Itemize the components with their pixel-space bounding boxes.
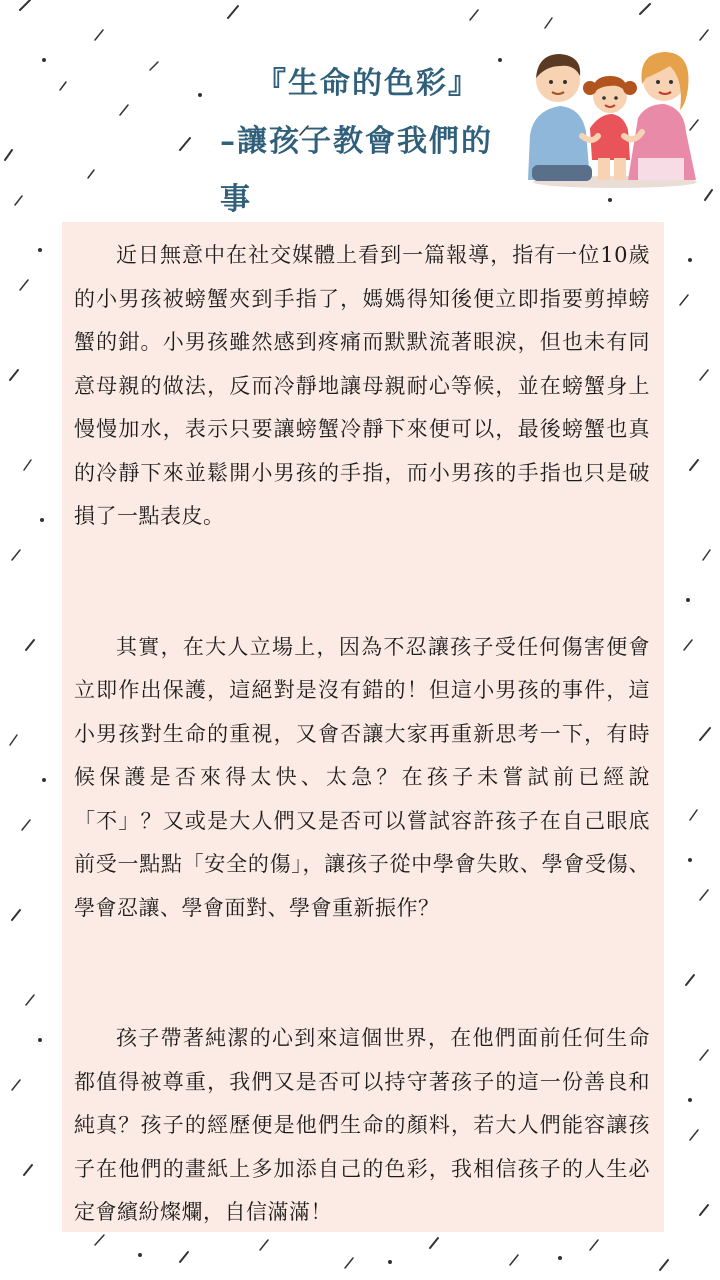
family-illustration-icon	[520, 40, 700, 190]
title-line-1: 『生命的色彩』	[256, 66, 480, 101]
article-paragraph-1: 近日無意中在社交媒體上看到一篇報導，指有一位10歲的小男孩被螃蟹夾到手指了，媽媽得知後便立即指要剪掉螃蟹的鉗。小男孩雖然感到疼痛而默默流著眼淚，但也未有同意母親的做法，反而冷靜地讓母親耐心等候，並在螃蟹身上慢慢加水，表示只要讓螃蟹冷靜下來便可以，最後螃蟹也真的冷靜下來並鬆開小男孩的手指，而小男孩的手指也只是破損了一點表皮。	[74, 243, 650, 528]
paragraph-spacer	[74, 539, 650, 626]
article-paragraph-2: 其實，在大人立場上，因為不忍讓孩子受任何傷害便會立即作出保護，這絕對是沒有錯的！但這小男孩的事件，這小男孩對生命的重視，又會否讓大家再重新思考一下，有時候保護是否來得太快、太急？在孩子未嘗試前已經說「不」？又或是大人們又是否可以嘗試容許孩子在自己眼底前受一點點「安全的傷」，讓孩子從中學會失敗、學會受傷、學會忍讓、學會面對、學會重新振作？	[74, 634, 650, 920]
article-text-box	[62, 222, 664, 1232]
article-paragraph-3: 孩子帶著純潔的心到來這個世界，在他們面前任何生命都值得被尊重，我們又是否可以持守著孩子的這一份善良和純真？孩子的經歷便是他們生命的顏料，若大人們能容讓孩子在他們的畫紙上多加添自己的色彩，我相信孩子的人生必定會繽紛燦爛，自信滿滿！	[74, 1026, 650, 1224]
article-title	[220, 55, 520, 229]
paragraph-spacer	[74, 930, 650, 1017]
title-line-2: –讓孩子教會我們的事	[220, 124, 493, 217]
